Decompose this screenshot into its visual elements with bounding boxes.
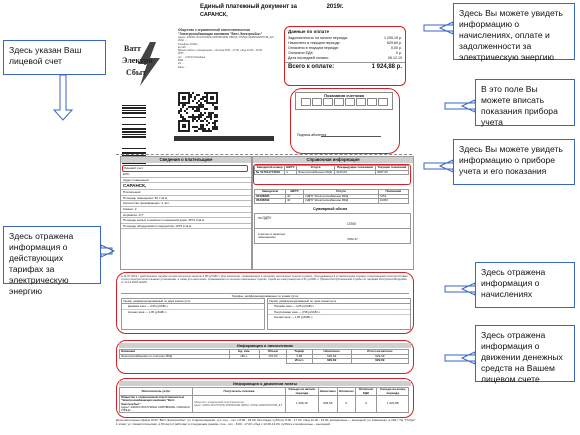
document-title — [200, 4, 344, 10]
meter-form-inner — [295, 92, 393, 110]
payment-total-label: Всего к оплате: — [288, 64, 335, 70]
movement-col-header: Сальдо на конец периода — [377, 388, 409, 396]
summary-label: в жилых и нежилых помещениях — [258, 232, 286, 240]
company-line-2: "Электроснабжающая компания "Ватт-Электросбыт" — [178, 32, 263, 36]
payment-row-label: Оплачено ЕДК: — [288, 51, 314, 55]
company-detail: Адрес: 430001 ИСАТУКИНА КИРОВСКИЕ ОБРАЗ, УЛИЦА СЕМИНАРИТОВ, Д 5 — [178, 36, 274, 39]
footer-text: Дополнительные офисы ООО "Ватт-Электросбыт" ул. Старопосадская, д.4: пон. - пят. с 8.00 - 18.00; без обеда; суббота: 8.00 - 17.00, обед 12.00 - 13.00, воскресенье — выходной; ул. Коваленко, д.19А ( ТЦ "Глобус" 1 этаж); ул. Севастопольская, д.50 корп.2 работает в следующем режиме: пон. -пят. - 8.00 - 17.00, обед с 12.00-13.00, суббота и воскресенье – выходной. — [116, 418, 416, 426]
recipient-name: Общество с ограниченной ответственностью — [194, 401, 245, 405]
callout-movement: Здесь отражена информация о движении денежных средств на Вашем лицевом счете — [475, 325, 575, 382]
device-table — [254, 165, 409, 175]
device-cell: № 017611774840 — [255, 170, 285, 175]
tariff-three-zones-title: Тариф, дифференцированный по трем зонам суток — [268, 299, 410, 304]
payer-info-header: Сведения о плательщике — [121, 157, 251, 163]
payer-row: Площадь общедомового имущества: 1079,3 кв.м. — [121, 224, 251, 230]
payer-row: Количество проживающих: 3 чел. — [121, 201, 251, 207]
arrow-account-icon — [54, 75, 72, 120]
payer-row: САРАНСК, — [121, 183, 251, 190]
odpu-col-header: Заводском — [255, 190, 286, 195]
device-col-header: Предыдущие показания — [335, 166, 376, 171]
payment-row-label: Оплачено в текущем периоде: — [288, 46, 339, 50]
tariff-three-zones — [267, 298, 411, 330]
recipient-address: Адрес: 430001 ИСАТУКИНА КИРОВСКИЕ ОБРАЗ, УЛИЦА СЕМИНАРИТОВ, Д 5 — [194, 404, 283, 408]
signature-label: Подпись абонента — [297, 133, 327, 137]
payer-info-section — [120, 156, 252, 270]
signature-line[interactable] — [321, 136, 381, 137]
odpu-cell: 11063 — [378, 199, 408, 204]
movement-col-header: Начислено — [318, 388, 337, 396]
company-line-1: Общество с ограниченной ответственностью — [178, 28, 251, 32]
payment-row-value: 0,00 р. — [391, 46, 402, 50]
charges-col-header: Ед. изм. — [229, 350, 259, 355]
callout-payments: Здесь Вы можете увидеть информацию о начислениях, оплате и задолженности за электрическую энергию — [453, 3, 575, 60]
payment-data-title: Данные по оплате — [288, 29, 329, 34]
document-city: САРАНСК, — [200, 12, 228, 18]
company-detail: к/с ... — [178, 62, 185, 66]
summary-label: по ОДПУ — [258, 216, 272, 220]
payment-row — [285, 56, 405, 61]
payment-row-label: Задолженность на начало периода: — [288, 36, 348, 40]
payment-total — [285, 62, 405, 71]
logo-text-3: Сбыт — [126, 68, 147, 77]
odpu-col-header: Показания — [378, 190, 408, 195]
odpu-col-header: Услуга — [304, 190, 378, 195]
charges-cell: кВт.ч. — [229, 354, 259, 359]
qr-code-icon — [178, 92, 218, 132]
tariff-zone-row: Дневная зона — 3,69 руб/кВт.ч. — [122, 304, 264, 310]
summary-title: Суммарный объем — [313, 207, 348, 211]
payment-row-label: Начислено в текущем периоде: — [288, 41, 341, 45]
odpu-table — [254, 189, 409, 204]
meter-digit-cell[interactable] — [356, 98, 366, 106]
tariffs-notice: С 01.07.2019 г. действующие тарифы на электрическую энергию 3,58 руб/кВт.ч. Для населения, проживающего в городских населенных пунктах в домах, оборудованных в установленном порядке стационарными электроплитами и (или) электроотопительными установками, а также для населения, проживающего в сельских населенных пунктах, тариф на электроэнергию 2,51 руб/кВт.ч. (Приказ Республиканской службы по тарифам Республики Мордовия от 12.12.2018 №126). — [121, 275, 408, 285]
tariff-two-zones-title: Тариф, дифференцированный по двум зонам суток — [122, 299, 264, 304]
charges-cell: 176,00 — [259, 354, 286, 359]
payer-row: Площадь жилых и нежилых помещений дома: 3572,3 кв.м. — [121, 218, 251, 224]
company-detail: р/с ... в ПАО Сбербанк — [178, 55, 206, 59]
movement-cell: 0 — [355, 396, 377, 413]
payment-row-value: 0 р. — [396, 51, 402, 55]
movement-cell: 0 — [337, 396, 355, 413]
movement-cell: 629,69 — [318, 396, 337, 413]
meter-digit-cell[interactable] — [312, 98, 322, 106]
meter-digit-cell[interactable] — [345, 98, 355, 106]
company-detail: E-mail: ... — [178, 45, 189, 49]
charges-table — [119, 349, 409, 364]
meter-digit-cell[interactable] — [323, 98, 333, 106]
charges-cell: 629,69 — [312, 354, 351, 359]
company-detail: БИК: ... — [178, 59, 187, 63]
device-col-header: Услуга — [296, 166, 334, 171]
device-cell: 1 — [285, 170, 297, 175]
charges-total-value: 629,69 — [351, 359, 408, 364]
charges-col-header: Тариф — [286, 350, 312, 355]
payer-row: Норматив: 177 — [121, 213, 251, 219]
movement-section — [116, 378, 414, 418]
charges-total-value: 629,69 — [312, 359, 351, 364]
tariffs-table-title: Тарифы, дифференцированные по зонам суток — [121, 293, 409, 298]
company-detail: Время работы: понедельник - пятница 8:00 - 17:00, обед 12:00 - 13:00 — [178, 49, 263, 53]
odpu-cell: 06406839 — [255, 199, 286, 204]
charges-cell: Электроснабжение по счетчику МКД — [120, 354, 230, 359]
company-detail: Банк: ... — [178, 65, 188, 69]
company-detail: Телефон: 8-800-... — [178, 42, 200, 46]
odpu-cell: 06406895 — [255, 194, 286, 199]
tariff-zone-row: Пиковая зона — 4,05 руб/кВт.ч. — [268, 304, 410, 310]
title-text: Единый платежный документ за — [200, 4, 297, 10]
tariff-two-zones — [121, 298, 265, 330]
callout-charges: Здесь отражена информация о начислениях — [475, 262, 575, 308]
callout-tariffs: Здесь отражена информация о действующих тарифах за электрическую энергию — [3, 226, 101, 284]
meter-digit-cell[interactable] — [367, 98, 377, 106]
payer-row: Плательщик: — [121, 190, 251, 196]
device-col-header: Заводской номер — [255, 166, 285, 171]
callout-account: Здесь указан Ваш лицевой счет — [3, 40, 106, 75]
device-cell: 3287,00 — [375, 170, 408, 175]
charges-cell: 629,69 — [351, 354, 408, 359]
odpu-cell: 7251 — [378, 194, 408, 199]
tariff-zone-row: Полупиковая зона — 3,58 руб/кВт.ч. — [268, 310, 410, 316]
movement-cell: 1 295,19 — [286, 396, 319, 413]
meter-input-cells[interactable] — [296, 98, 392, 106]
payment-row-value: 06.12.19 — [388, 56, 402, 60]
company-detail: ИНН: ... — [178, 39, 188, 43]
charges-col-header: Итого начислено — [351, 350, 408, 355]
movement-col-header: Оплачено ЕДК — [355, 388, 377, 396]
charges-header: Информация о начислениях — [119, 343, 411, 348]
company-details — [178, 28, 276, 69]
charges-col-header: Объем — [259, 350, 286, 355]
movement-table — [119, 387, 409, 413]
company-logo — [120, 42, 174, 86]
reference-info-header: Справочная информация — [253, 157, 413, 163]
qr-caption-bar — [174, 136, 274, 141]
company-detail: КПП: ... — [178, 52, 187, 56]
meter-digit-cell[interactable] — [301, 98, 311, 106]
reference-info-section — [252, 156, 414, 270]
summary-value: 13760 — [347, 222, 356, 226]
charges-section — [116, 340, 414, 374]
device-col-header: ВФТУ — [286, 165, 295, 169]
movement-col-header: Получатель платежа — [193, 388, 286, 396]
payment-row-label: Дата последней оплаты: — [288, 56, 329, 60]
summary-value: 7002,47 — [347, 237, 358, 241]
movement-col-header: Оплачено — [337, 388, 355, 396]
summary-row-premises — [254, 228, 411, 244]
charges-col-header: Название — [120, 350, 230, 355]
movement-executor — [120, 396, 193, 413]
movement-col-header: Сальдо на начало периода — [286, 388, 319, 396]
odpu-cell: ОДПУ Электроснабжение МКД — [304, 199, 378, 204]
logo-text-2: Электро — [122, 56, 153, 65]
payer-row: Комнат: 2 — [121, 207, 251, 213]
charges-total-label: Итого — [286, 359, 312, 364]
callout-device: Здесь Вы можете увидеть информацию о приборе учета и его показания — [453, 139, 575, 185]
odpu-cell: ОДПУ Электроснабжение МКД — [304, 194, 378, 199]
payment-row-value: 629,69 р. — [387, 41, 402, 45]
callout-meter-field: В это поле Вы можете вписать показания прибора учета — [475, 79, 575, 126]
movement-cell: 1 924,88 — [377, 396, 409, 413]
payer-row: Адрес помещения: — [121, 178, 251, 184]
meter-form-title: Показания счетчика — [324, 93, 364, 98]
payer-row: Площадь помещения: 50,7 кв.м. — [121, 196, 251, 202]
payment-row-value: 1 295,19 р. — [384, 36, 402, 40]
tear-line — [116, 154, 412, 155]
odpu-cell: 40 — [285, 199, 303, 204]
meter-digit-cell[interactable] — [334, 98, 344, 106]
tariff-zone-row: Ночная зона — 1,95 руб/кВт.ч. — [274, 315, 314, 319]
payment-total-value: 1 924,88 р. — [371, 64, 402, 70]
summary-row-odpu — [254, 213, 411, 229]
device-cell: 3110,00 — [335, 170, 376, 175]
movement-col-header: Исполнитель услуг — [120, 388, 193, 396]
charges-col-header: Начислено — [312, 350, 351, 355]
payment-data-box — [284, 26, 406, 86]
tariff-zone-row: Ночная зона — 1,95 руб/кВт.ч. — [128, 310, 168, 314]
odpu-col-header: ВФТУ — [285, 190, 303, 195]
movement-header: Информация о движении платы — [119, 381, 411, 386]
account-row — [122, 165, 248, 172]
odpu-cell: 40 — [285, 194, 303, 199]
device-col-header: Текущие показания — [375, 166, 408, 171]
device-cell: Электроснабжение МКД — [296, 170, 334, 175]
charges-cell: 3,58 — [286, 354, 312, 359]
logo-text-1: Ватт — [124, 44, 141, 53]
executor-name: Общество с ограниченной ответственностью "Электроснабжающая компания "Ватт-Электросбыт" — [121, 395, 185, 406]
tariffs-section — [116, 272, 414, 334]
payer-row: ЕЛС: — [121, 172, 251, 178]
payment-document — [112, 0, 472, 435]
account-label: Лицевой счет: — [124, 166, 144, 170]
movement-recipient — [193, 396, 286, 413]
meter-form-box — [290, 88, 400, 154]
title-year: 2019г. — [326, 4, 344, 10]
executor-address: Адрес: 430001 ИСАТУКИНА КИРОВСКИЕ, САРАНСК, УЛИЦА ... — [121, 404, 191, 412]
meter-digit-cell[interactable] — [378, 98, 388, 106]
